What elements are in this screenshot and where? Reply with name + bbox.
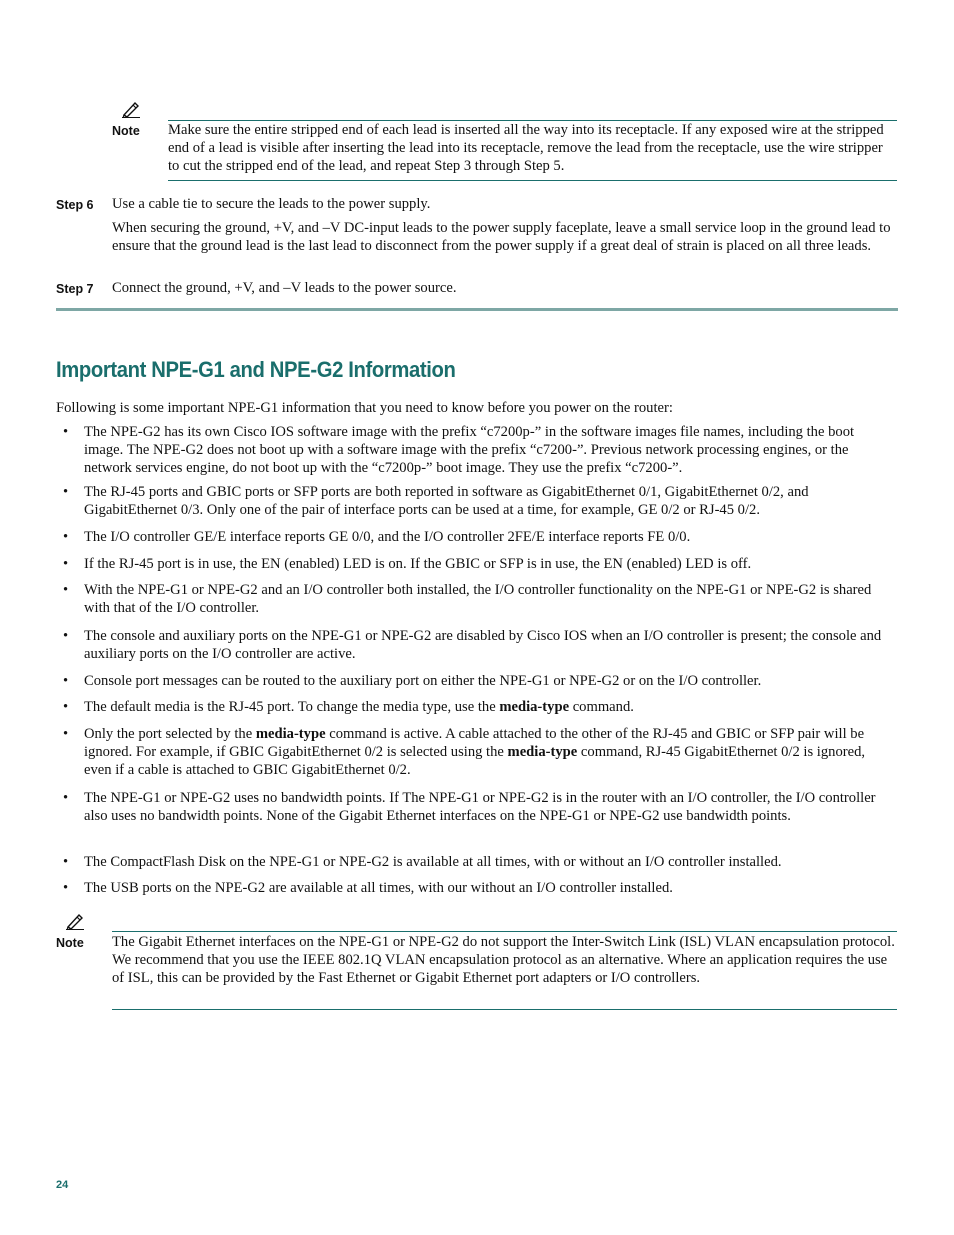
step-6-text: Use a cable tie to secure the leads to the power supply. xyxy=(112,196,431,212)
note-bottom-rule xyxy=(168,180,897,181)
bullet-marker: • xyxy=(63,529,69,545)
section-divider xyxy=(56,308,898,311)
list-item xyxy=(84,725,896,780)
note-top-rule xyxy=(112,931,897,932)
step-7-text: Connect the ground, +V, and –V leads to the power source. xyxy=(112,280,457,296)
text-run: The default media is the RJ-45 port. To change the media type, use the xyxy=(84,699,500,715)
note-bottom-rule xyxy=(112,1009,897,1010)
text-run: command, RJ-45 GigabitEthernet 0/2 is ignored, even if a cable is attached to GBIC GigabitEthernet 0/2. xyxy=(84,744,866,779)
list-item: With the NPE-G1 or NPE-G2 and an I/O controller both installed, the I/O controller functionality on the NPE-G1 or NPE-G2 is shared with that of the I/O controller. xyxy=(84,582,872,617)
pencil-icon xyxy=(121,100,141,118)
bullet-marker: • xyxy=(63,790,69,806)
section-intro: Following is some important NPE-G1 information that you need to know before you power on the router: xyxy=(56,400,673,416)
list-item: The USB ports on the NPE-G2 are available at all times, with our without an I/O controller installed. xyxy=(84,880,673,896)
text-run: Only the port selected by the xyxy=(84,726,256,742)
list-item: The console and auxiliary ports on the NPE-G1 or NPE-G2 are disabled by Cisco IOS when an I/O controller is present; the console and auxiliary ports on the I/O controller are active. xyxy=(84,628,882,663)
page-number: 24 xyxy=(56,1179,69,1191)
list-item: The RJ-45 ports and GBIC ports or SFP ports are both reported in software as GigabitEthernet 0/1, GigabitEthernet 0/2, and GigabitEthernet 0/3. Only one of the pair of interface ports can be used at a time, for example, GE 0/2 or RJ-45 0/2. xyxy=(84,484,809,519)
text-run: command. xyxy=(569,699,634,715)
note-label: Note xyxy=(56,936,84,950)
pencil-icon xyxy=(65,912,85,930)
note-text: Make sure the entire stripped end of each lead is inserted all the way into its receptacle. If any exposed wire at the stripped end of a lead is visible after inserting the lead into its receptacle, remove the lead from the receptacle, use the wire stripper to cut the stripped end of the lead, and repeat Step 3 through Step 5. xyxy=(168,122,884,175)
bullet-marker: • xyxy=(63,628,69,644)
list-item: The NPE-G1 or NPE-G2 uses no bandwidth points. If The NPE-G1 or NPE-G2 is in the router with an I/O controller, the I/O controller also uses no bandwidth points. None of the Gigabit Ethernet interfaces on the NPE-G1 or NPE-G2 use bandwidth points. xyxy=(84,790,876,825)
list-item: The CompactFlash Disk on the NPE-G1 or NPE-G2 is available at all times, with or without an I/O controller installed. xyxy=(84,854,782,870)
note-text: The Gigabit Ethernet interfaces on the NPE-G1 or NPE-G2 do not support the Inter-Switch Link (ISL) VLAN encapsulation protocol. We recommend that you use the IEEE 802.1Q VLAN encapsulation protocol as an alternative. Where an application requires the use of ISL, this can be provided by the Fast Ethernet or Gigabit Ethernet port adapters or I/O controllers. xyxy=(112,934,895,987)
bullet-marker: • xyxy=(63,854,69,870)
step-6-detail: When securing the ground, +V, and –V DC-input leads to the power supply faceplate, leave a small service loop in the ground lead to ensure that the ground lead is the last lead to disconnect from the power supply if a great deal of strain is placed on all three leads. xyxy=(112,220,891,255)
bullet-marker: • xyxy=(63,484,69,500)
bullet-marker: • xyxy=(63,556,69,572)
text-run: command is active. A cable attached to the other of the RJ-45 and GBIC or SFP pair will be ignored. For example, if GBIC GigabitEthernet 0/2 is selected using the xyxy=(84,726,865,761)
list-item: If the RJ-45 port is in use, the EN (enabled) LED is on. If the GBIC or SFP is in use, the EN (enabled) LED is off. xyxy=(84,556,752,572)
bullet-marker: • xyxy=(63,673,69,689)
note-label: Note xyxy=(112,124,140,138)
list-item: The I/O controller GE/E interface reports GE 0/0, and the I/O controller 2FE/E interface reports FE 0/0. xyxy=(84,529,691,545)
bullet-marker: • xyxy=(63,880,69,896)
bullet-marker: • xyxy=(63,699,69,715)
command-keyword: media-type xyxy=(507,744,578,761)
bullet-marker: • xyxy=(63,726,69,742)
step-7-label: Step 7 xyxy=(56,282,94,296)
list-item: Console port messages can be routed to the auxiliary port on either the NPE-G1 or NPE-G2 or on the I/O controller. xyxy=(84,673,762,689)
command-keyword: media-type xyxy=(499,699,570,715)
bullet-marker: • xyxy=(63,424,69,440)
command-keyword: media-type xyxy=(255,726,326,742)
bullet-marker: • xyxy=(63,582,69,598)
list-item xyxy=(84,698,896,716)
section-heading: Important NPE-G1 and NPE-G2 Information xyxy=(56,357,456,382)
list-item: The NPE-G2 has its own Cisco IOS software image with the prefix “c7200p-” in the software images file names, including the boot image. The NPE-G2 does not boot up with a software image with the prefix “c7200-”. Previous network processing engines, or the network services engine, do not boot up with the “c7200p-” boot image. They use the prefix “c7200-”. xyxy=(84,424,855,477)
step-6-label: Step 6 xyxy=(56,198,94,212)
